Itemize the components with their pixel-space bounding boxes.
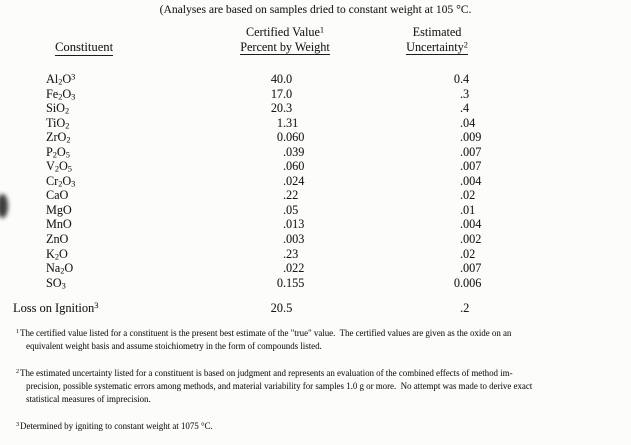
uncertainty-cell: 0 .4 <box>453 72 470 86</box>
table-row <box>0 203 631 218</box>
table-row <box>0 116 631 131</box>
constituent-header-label: Constituent <box>55 40 114 54</box>
constituent-cell: $Al_2O^3$ <box>46 72 76 87</box>
constituent-cell: MnO <box>46 217 72 232</box>
certified-value-cell: .024 <box>283 173 305 188</box>
loss-on-ignition-uncertainty: .2 <box>460 301 470 315</box>
footnote <box>16 367 628 406</box>
uncertainty-cell: .004 <box>460 173 482 188</box>
uncertainty-cell: 0 .006 <box>453 275 482 290</box>
certified-value-cell: .22 <box>283 188 299 203</box>
uncertainty-cell: .3 <box>460 86 470 101</box>
constituent-cell: $Cr_2O_3$ <box>46 173 76 189</box>
table-row <box>0 101 631 116</box>
loss-on-ignition-label: Loss on Ignition$^3$ <box>13 300 99 315</box>
footnote-marker: 3 <box>16 422 20 429</box>
table-row <box>0 188 631 203</box>
certified-value-cell: .022 <box>283 261 305 276</box>
uncertainty-column-header <box>358 25 516 54</box>
footnote-marker: 1 <box>16 329 20 336</box>
footnote-text: equivalent weight basis and assume stoichiometry in the form of compounds listed. <box>26 341 322 351</box>
constituent-cell: $SO_3$ <box>46 275 66 291</box>
table-row <box>0 232 631 247</box>
certified-value-cell: .013 <box>283 217 305 232</box>
certified-value-cell: 0 .155 <box>276 275 305 290</box>
table-row <box>0 130 631 145</box>
certified-value-header-line1: Certified Value$^1$ <box>245 25 325 39</box>
uncertainty-cell: .04 <box>460 115 476 130</box>
uncertainty-cell: .02 <box>460 188 476 203</box>
constituent-cell: $V_2O_5$ <box>46 159 72 174</box>
uncertainty-cell: .004 <box>460 217 482 232</box>
table-row <box>0 217 631 232</box>
certified-value-header-line2 <box>199 40 371 55</box>
loss-on-ignition-row <box>0 301 631 317</box>
table-row <box>0 87 631 102</box>
table-row <box>0 276 631 291</box>
header-note: (Analyses are based on samples dried to constant weight at 105 °C. <box>159 3 472 16</box>
footnote-line <box>16 327 628 340</box>
constituent-cell: ZnO <box>46 232 69 247</box>
uncertainty-cell: .007 <box>460 159 482 174</box>
table-row <box>0 174 631 189</box>
footnote-text: Determined by igniting to constant weight at 1075 °C. <box>20 421 213 431</box>
constituent-column-header <box>55 40 113 55</box>
constituent-cell: CaO <box>46 188 69 203</box>
constituent-cell: $Na_2O$ <box>46 261 74 276</box>
certified-value-cell: .003 <box>283 232 305 247</box>
table-body <box>0 72 631 290</box>
footnote <box>16 327 628 353</box>
footnote-text: The estimated uncertainty listed for a constituent is based on judgment and represents an evaluation of the combined effects of method im- <box>20 368 513 378</box>
footnote-marker: 2 <box>16 369 20 376</box>
table-row <box>0 247 631 262</box>
constituent-cell: $Fe_2O_3$ <box>46 86 76 102</box>
certified-value-cell: 1 .31 <box>276 115 299 130</box>
estimated-label: Estimated <box>412 25 462 39</box>
certified-value-column-header <box>199 25 371 54</box>
footnote-line <box>16 367 628 380</box>
loss-on-ignition-certified-value: 20 .5 <box>270 301 293 315</box>
footnote-text: The certified value listed for a constituent is the present best estimate of the "true" value. The certified values are given as the oxide on an <box>20 328 512 338</box>
footnote <box>16 420 628 433</box>
certified-value-cell: 40 .0 <box>270 72 293 86</box>
constituent-cell: TiO$_2$ <box>46 115 70 131</box>
table-row <box>0 72 631 87</box>
certified-value-cell: 17 .0 <box>270 86 293 101</box>
footnote-text: statistical measures of imprecision. <box>26 394 151 404</box>
certified-value-cell: .05 <box>283 202 299 217</box>
table-row <box>0 159 631 174</box>
certified-value-cell: .23 <box>283 246 299 261</box>
uncertainty-cell: .009 <box>460 130 482 145</box>
footnotes <box>16 327 628 445</box>
footnote-line <box>16 420 628 433</box>
uncertainty-cell: .02 <box>460 246 476 261</box>
table-row <box>0 145 631 160</box>
table-row <box>0 261 631 276</box>
certified-value-cell: .060 <box>283 159 305 174</box>
uncertainty-cell: .4 <box>460 101 470 116</box>
uncertainty-cell: .002 <box>460 232 482 247</box>
constituent-cell: SiO$_2$ <box>46 101 70 116</box>
uncertainty-header-line2 <box>358 40 516 55</box>
certified-value-cell: 20 .3 <box>270 101 293 116</box>
certified-value-cell: 0 .060 <box>276 130 305 145</box>
uncertainty-cell: .01 <box>460 202 476 217</box>
uncertainty-label: Uncertainty$^2$ <box>406 39 468 54</box>
constituent-cell: $P_2O_5$ <box>46 144 70 160</box>
percent-by-weight-label: Percent by Weight <box>240 39 330 54</box>
footnote-text: precision, possible systematic errors among methods, and material variability for samples 1.0 g or more. No attempt was made to derive exact <box>26 381 533 391</box>
uncertainty-cell: .007 <box>460 261 482 276</box>
constituent-cell: $K_2O$ <box>46 246 68 262</box>
constituent-cell: MgO <box>46 202 72 217</box>
uncertainty-cell: .007 <box>460 144 482 159</box>
certified-value-cell: .039 <box>283 144 305 159</box>
constituent-cell: ZrO$_2$ <box>46 130 71 145</box>
